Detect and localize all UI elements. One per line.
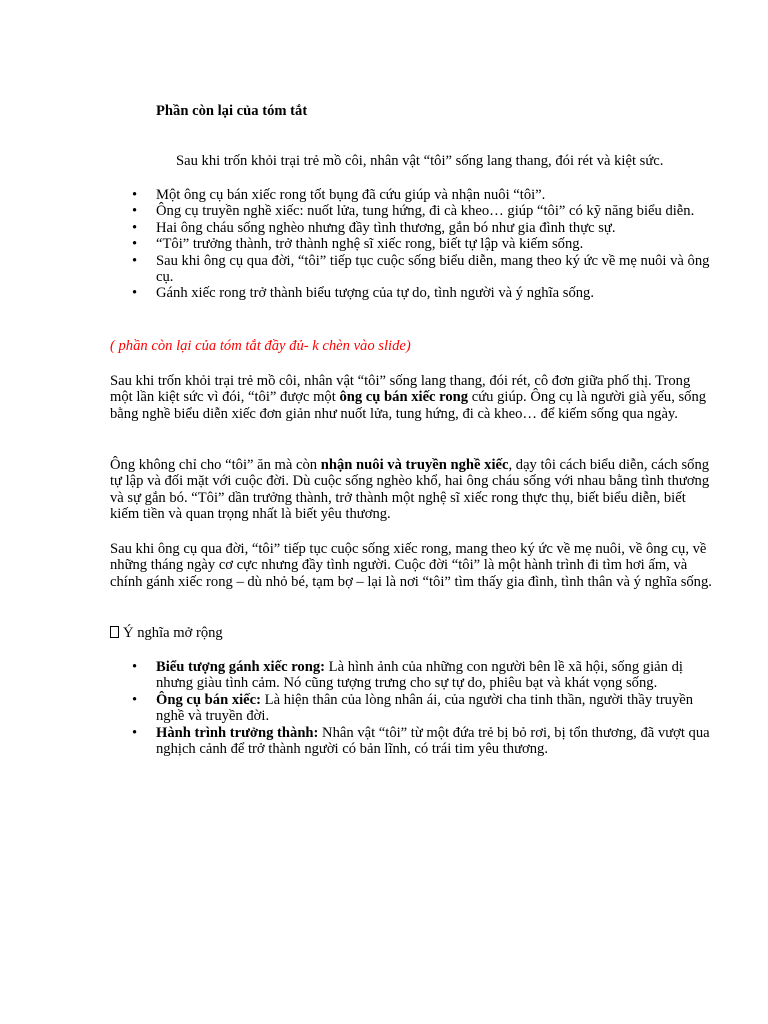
paragraph-3: Sau khi ông cụ qua đời, “tôi” tiếp tục cuộc sống xiếc rong, mang theo ký ức về mẹ nuôi, về ông cụ, về những tháng ngày cơ cực nhưng đầy tình người. Cuộc đời “tôi” là một hành trình đi tìm hơi ấm, và chính gánh xiếc rong – dù nhỏ bé, tạm bợ – lại là nơi “tôi” tìm thấy gia đình, tình thân và ý nghĩa sống. <box>110 541 712 590</box>
item-text: Nhân vật “tôi” từ một đứa trẻ bị bỏ rơi, bị tổn thương, đã vượt qua nghịch cảnh để trở thành người có bản lĩnh, có trái tim yêu thương. <box>156 724 710 758</box>
bold-phrase: nhận nuôi và truyền nghề xiếc <box>320 457 509 473</box>
list-item: • Gánh xiếc rong trở thành biểu tượng của tự do, tình người và ý nghĩa sống. <box>132 285 722 301</box>
list-item <box>132 692 722 725</box>
list-item: • Hai ông cháu sống nghèo nhưng đầy tình thương, gắn bó như gia đình thực sự. <box>132 220 722 236</box>
list-item: • Sau khi ông cụ qua đời, “tôi” tiếp tục cuộc sống biểu diễn, mang theo ký ức về mẹ nuôi và ông cụ. <box>132 253 722 286</box>
red-note: ( phần còn lại của tóm tắt đầy đủ- k chèn vào slide) <box>110 338 411 354</box>
list-item <box>132 725 722 758</box>
paragraph-2 <box>110 457 714 523</box>
item-term: Hành trình trưởng thành: <box>156 724 319 741</box>
item-term: Ông cụ bán xiếc: <box>156 691 261 708</box>
meaning-heading <box>110 625 223 641</box>
item-term: Biểu tượng gánh xiếc rong: <box>156 659 326 675</box>
intro-paragraph: Sau khi trốn khỏi trại trẻ mồ côi, nhân vật “tôi” sống lang thang, đói rét và kiệt sức. <box>176 153 664 169</box>
paragraph-1 <box>110 373 714 422</box>
item-text: Là hình ảnh của những con người bên lề xã hội, sống giản dị nhưng giàu tình cảm. Nó cũng tượng trưng cho sự tự do, phiêu bạt và khát vọng sống. <box>156 659 683 692</box>
checkbox-glyph-icon <box>110 626 119 638</box>
paragraph-text: Ông không chỉ cho “tôi” ăn mà còn <box>110 457 321 473</box>
bold-phrase: ông cụ bán xiếc rong <box>339 389 469 406</box>
list-item: • Ông cụ truyền nghề xiếc: nuốt lửa, tung hứng, đi cà kheo… giúp “tôi” có kỹ năng biểu diễn. <box>132 203 722 219</box>
list-item: • Một ông cụ bán xiếc rong tốt bụng đã cứu giúp và nhận nuôi “tôi”. <box>132 187 722 203</box>
meaning-heading-text: Ý nghĩa mở rộng <box>123 625 223 641</box>
paragraph-text: , dạy tôi cách biểu diễn, cách sống tự lập và đối mặt với cuộc đời. Dù cuộc sống nghèo khổ, hai ông cháu sống với nhau bằng tình thương và sự gắn bó. “Tôi” dần trưởng thành, trở thành một nghệ sĩ xiếc rong thực thụ, biết biểu diễn, biết kiếm tiền và quan trọng nhất là biết yêu thương. <box>110 457 710 523</box>
summary-list <box>132 187 722 302</box>
section-heading: Phần còn lại của tóm tắt <box>156 103 308 119</box>
paragraph-text: cứu giúp. Ông cụ là người già yếu, sống bằng nghề biểu diễn xiếc đơn giản như nuốt lửa, tung hứng, đi cà kheo… để kiếm sống qua ngày. <box>110 389 707 422</box>
list-item <box>132 659 722 692</box>
paragraph-text: Sau khi trốn khỏi trại trẻ mồ côi, nhân vật “tôi” sống lang thang, đói rét, cô đơn giữa phố thị. Trong một lần kiệt sức vì đói, “tôi” được một <box>110 373 691 406</box>
meaning-list <box>132 659 722 757</box>
item-text: Là hiện thân của lòng nhân ái, của người cha tinh thần, người thầy truyền nghề và truyền đời. <box>156 691 694 725</box>
list-item: • “Tôi” trưởng thành, trở thành nghệ sĩ xiếc rong, biết tự lập và kiếm sống. <box>132 236 722 252</box>
